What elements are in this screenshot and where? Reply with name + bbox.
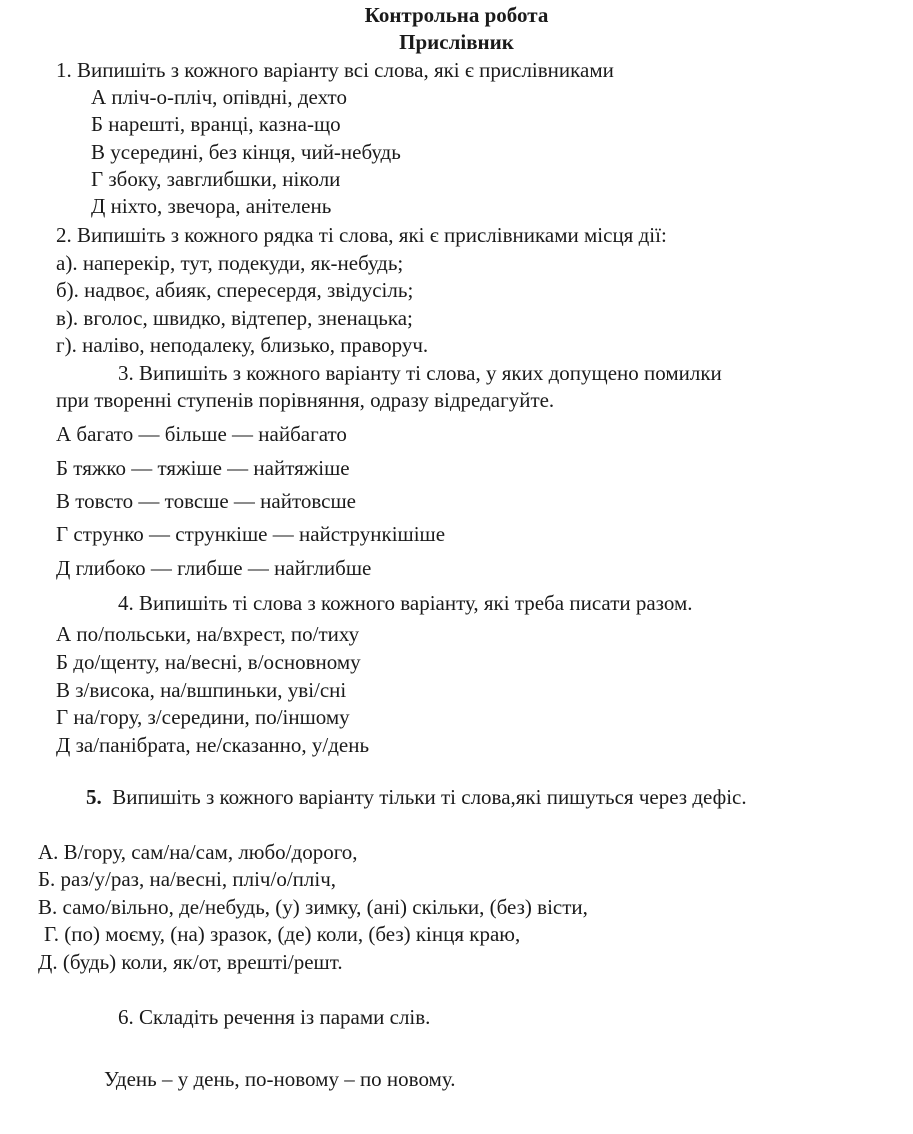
task2-option: г). наліво, неподалеку, близько, праворуч. — [56, 333, 429, 357]
task5-option: А. В/гору, сам/на/сам, любо/дорого, — [38, 840, 358, 864]
task2-option: а). наперекір, тут, подекуди, як-небудь; — [56, 251, 404, 275]
task5-option: В. само/вільно, де/небудь, (у) зимку, (ані) скільки, (без) вісти, — [38, 895, 588, 919]
task3-option: Д глибоко — глибше — найглибше — [56, 556, 372, 580]
task4-option: В з/висока, на/вшпиньки, уві/сні — [56, 678, 347, 702]
task4-prompt: 4. Випишіть ті слова з кожного варіанту, які треба писати разом. — [118, 591, 693, 615]
task3-option: В товсто — товсше — найтовсше — [56, 489, 356, 513]
task3-prompt-line1: 3. Випишіть з кожного варіанту ті слова, у яких допущено помилки — [118, 361, 722, 385]
task5-option: Г. (по) моєму, (на) зразок, (де) коли, (без) кінця краю, — [44, 922, 521, 946]
task3-prompt-line2: при творенні ступенів порівняння, одразу відредагуйте. — [56, 388, 555, 412]
task1-option: Г збоку, завглибшки, ніколи — [91, 167, 341, 191]
page-title: Контрольна робота — [364, 3, 549, 27]
task2-option: в). вголос, швидко, відтепер, зненацька; — [56, 306, 413, 330]
task3-option: Б тяжко — тяжіше — найтяжіше — [56, 456, 350, 480]
task1-option: Д ніхто, звечора, анітелень — [91, 194, 332, 218]
task5-option: Б. раз/у/раз, на/весні, пліч/о/пліч, — [38, 867, 337, 891]
task2-prompt: 2. Випишіть з кожного рядка ті слова, які є прислівниками місця дії: — [56, 223, 667, 247]
task4-option: Б до/щенту, на/весні, в/основному — [56, 650, 361, 674]
task5-option: Д. (будь) коли, як/от, врешті/решт. — [38, 950, 343, 974]
task6-word-pairs: Удень – у день, по-новому – по новому. — [104, 1067, 456, 1091]
task2-option: б). надвоє, абияк, спересердя, звідусіль; — [56, 278, 414, 302]
task1-option: А пліч-о-пліч, опівдні, дехто — [91, 85, 347, 109]
task5-prompt — [86, 784, 747, 810]
task1-option: Б нарешті, вранці, казна-що — [91, 112, 341, 136]
task1-option: В усередині, без кінця, чий-небудь — [91, 140, 401, 164]
task4-option: Г на/гору, з/середини, по/іншому — [56, 705, 350, 729]
task3-option: А багато — більше — найбагато — [56, 422, 347, 446]
task5-number: 5. — [86, 785, 102, 809]
task4-option: Д за/панібрата, не/сказанно, у/день — [56, 733, 370, 757]
task6-prompt: 6. Складіть речення із парами слів. — [118, 1005, 431, 1029]
task4-option: А по/польськи, на/вхрест, по/тиху — [56, 622, 360, 646]
page-subtitle: Прислівник — [399, 30, 514, 54]
task3-option: Г струнко — стрункіше — найстрункішіше — [56, 522, 446, 546]
task1-prompt: 1. Випишіть з кожного варіанту всі слова, які є прислівниками — [56, 58, 614, 82]
task5-prompt-text: Випишіть з кожного варіанту тільки ті слова,які пишуться через дефіс. — [112, 785, 747, 809]
